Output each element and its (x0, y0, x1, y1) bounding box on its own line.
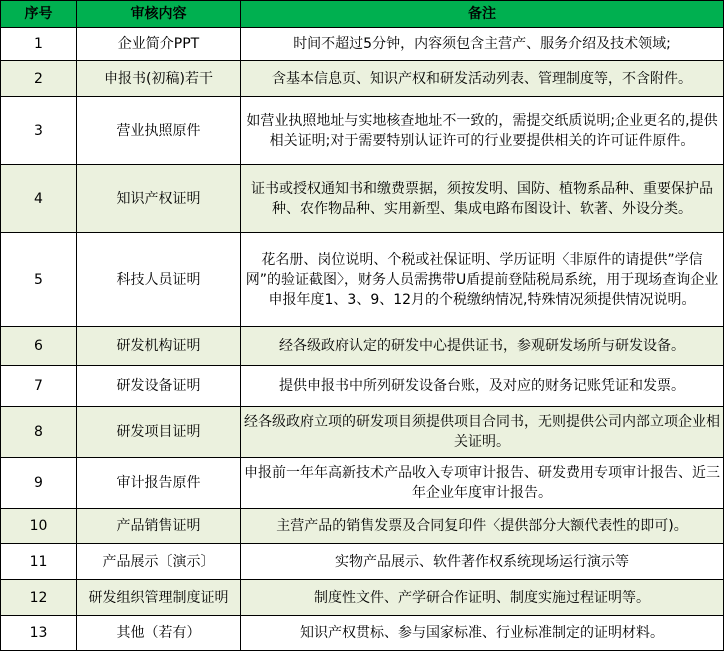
remark-text: 申报前一年年高新技术产品收入专项审计报告、研发费用专项审计报告、近三年企业年度审计报告。 (241, 458, 724, 509)
table-row (1, 97, 724, 165)
review-item: 研发组织管理制度证明 (77, 580, 241, 616)
row-number: 4 (1, 165, 77, 233)
table-row (1, 165, 724, 233)
remark-text: 提供申报书中所列研发设备台账，及对应的财务记账凭证和发票。 (241, 366, 724, 407)
review-item: 研发项目证明 (77, 407, 241, 458)
header-review-content: 审核内容 (77, 1, 241, 28)
row-number: 13 (1, 616, 77, 651)
table-row (1, 544, 724, 580)
row-number: 8 (1, 407, 77, 458)
row-number: 6 (1, 327, 77, 366)
review-item: 企业简介PPT (77, 28, 241, 61)
remark-text: 知识产权贯标、参与国家标准、行业标准制定的证明材料。 (241, 616, 724, 651)
review-item: 营业执照原件 (77, 97, 241, 165)
table-header (1, 1, 724, 28)
remark-text: 经各级政府立项的研发项目须提供项目合同书，无则提供公司内部立项企业相关证明。 (241, 407, 724, 458)
row-number: 2 (1, 61, 77, 97)
table-row (1, 509, 724, 544)
table-row (1, 28, 724, 61)
table-row (1, 458, 724, 509)
review-item: 产品销售证明 (77, 509, 241, 544)
row-number: 5 (1, 233, 77, 327)
table-body (1, 28, 724, 651)
header-remarks: 备注 (241, 1, 724, 28)
row-number: 7 (1, 366, 77, 407)
row-number: 12 (1, 580, 77, 616)
review-item: 知识产权证明 (77, 165, 241, 233)
table-row (1, 366, 724, 407)
remark-text: 花名册、岗位说明、个税或社保证明、学历证明〈非原件的请提供”学信网”的验证截图〉，财务人员需携带U盾提前登陆税局系统，用于现场查询企业申报年度1、3、9、12月的个税缴纳情况,特殊情况须提供情况说明。 (241, 233, 724, 327)
review-item: 产品展示〔演示〕 (77, 544, 241, 580)
remark-text: 实物产品展示、软件著作权系统现场运行演示等 (241, 544, 724, 580)
review-item: 其他（若有） (77, 616, 241, 651)
review-item: 研发设备证明 (77, 366, 241, 407)
review-item: 申报书(初稿)若干 (77, 61, 241, 97)
review-item: 审计报告原件 (77, 458, 241, 509)
row-number: 10 (1, 509, 77, 544)
remark-text: 证书或授权通知书和缴费票据，须按发明、国防、植物系品种、重要保护品种、农作物品种、实用新型、集成电路布图设计、软著、外设分类。 (241, 165, 724, 233)
header-row (1, 1, 724, 28)
table-row (1, 327, 724, 366)
review-item: 研发机构证明 (77, 327, 241, 366)
remark-text: 如营业执照地址与实地核查地址不一致的，需提交纸质说明;企业更名的,提供相关证明;对于需要特别认证许可的行业要提供相关的许可证件原件。 (241, 97, 724, 165)
remark-text: 主营产品的销售发票及合同复印件〈提供部分大额代表性的即可)。 (241, 509, 724, 544)
review-item: 科技人员证明 (77, 233, 241, 327)
table-row (1, 580, 724, 616)
remark-text: 制度性文件、产学研合作证明、制度实施过程证明等。 (241, 580, 724, 616)
table-row (1, 233, 724, 327)
row-number: 11 (1, 544, 77, 580)
table-row (1, 616, 724, 651)
row-number: 1 (1, 28, 77, 61)
header-serial-no: 序号 (1, 1, 77, 28)
row-number: 9 (1, 458, 77, 509)
remark-text: 经各级政府认定的研发中心提供证书，参观研发场所与研发设备。 (241, 327, 724, 366)
remark-text: 时间不超过5分钟，内容须包含主营产、服务介绍及技术领域; (241, 28, 724, 61)
table-row (1, 407, 724, 458)
remark-text: 含基本信息页、知识产权和研发活动列表、管理制度等，不含附件。 (241, 61, 724, 97)
row-number: 3 (1, 97, 77, 165)
table-row (1, 61, 724, 97)
